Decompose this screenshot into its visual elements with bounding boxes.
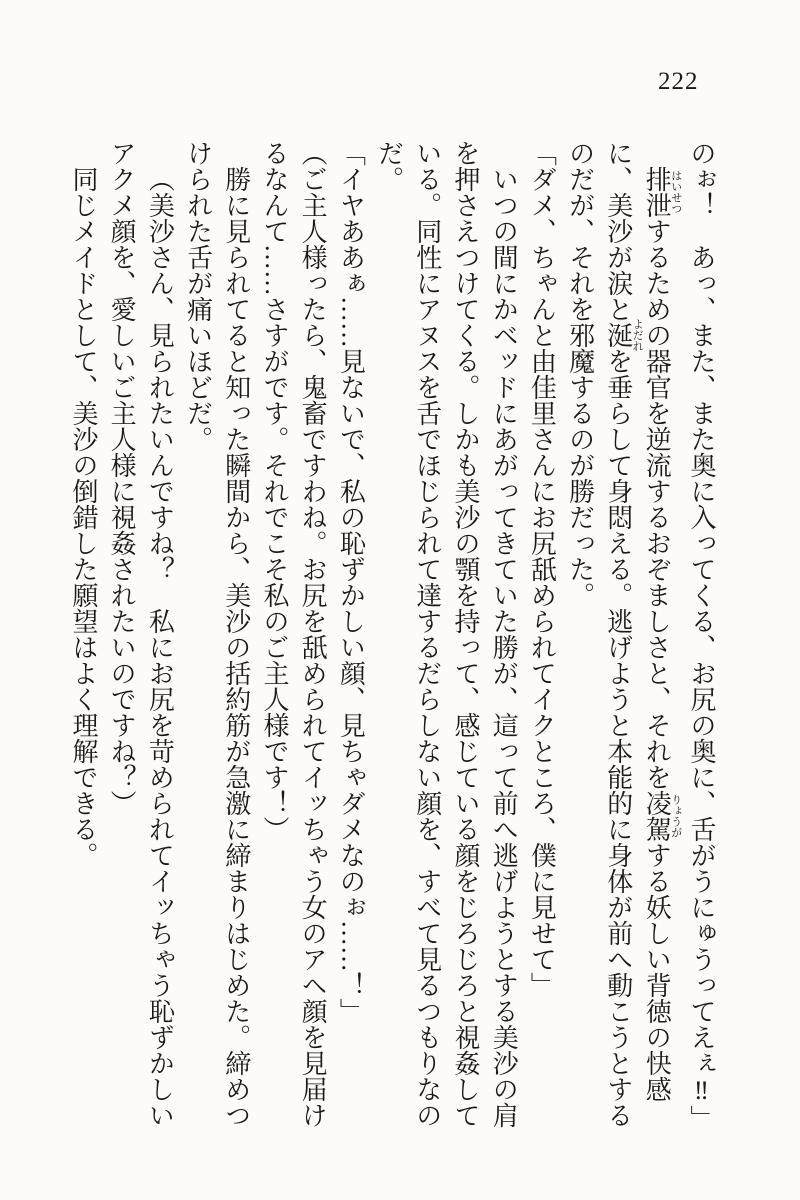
text-paragraph: 同じメイドとして、美沙の倒錯した願望はよく理解できる。	[68, 166, 98, 868]
text-paragraph: （ご主人様ったら、鬼畜ですわね。お尻を舐められてイッちゃう女のアヘ顔を見届けるなんて……さすがです。それでこそ私のご主人様です！）	[259, 140, 328, 1128]
text-paragraph: 勝に見られてると知った瞬間から、美沙の括約筋が急激に締まりはじめた。締めつけられた舌が痛いほどだ。	[183, 140, 251, 1128]
text-block	[60, 140, 720, 1130]
text-paragraph: （美沙さん、見られたいんですね？ 私にお尻を苛められてイッちゃう恥ずかしいアクメ顔を、愛しいご主人様に視姦されたいのですね？）	[107, 140, 175, 1128]
ruby-word: 凌駕りょうが	[642, 790, 682, 842]
text-paragraph: 「ダメ、ちゃんと由佳里さんにお尻舐められてイクところ、僕に見せて」	[527, 140, 557, 998]
text-paragraph: 「イヤああぁ……見ないで、私の恥ずかしい顔、見ちゃダメなのぉ……！」	[336, 140, 366, 1024]
furigana: はいせつ	[669, 166, 682, 218]
page-number: 222	[658, 68, 699, 95]
ruby-word: 排泄はいせつ	[642, 166, 682, 218]
furigana: りょうが	[669, 790, 682, 842]
text-paragraph: のぉ！ あっ、また、また奥に入ってくる、お尻の奥に、舌がうにゅうってえぇ‼」	[687, 140, 716, 1131]
ruby-word: 涎よだれ	[603, 318, 644, 352]
text-paragraph: 排泄はいせつするための器官を逆流するおぞましさと、それを凌駕りょうがする妖しい背徳の快感に、美沙が涙と涎よだれを垂らして身悶える。逃げようと本能的に身体が前へ動こうとするのだが、それを邪魔するのが勝だった。	[565, 140, 682, 1128]
furigana: よだれ	[631, 318, 644, 352]
text-paragraph: いつの間にかベッドにあがってきていた勝が、這って前へ逃げようとする美沙の肩を押さえつけてくる。しかも美沙の顎を持って、感じている顔をじろじろと視姦している。同性にアヌスを舌でほじられて達するだらしない顔を、すべて見るつもりなのだ。	[374, 140, 519, 1128]
